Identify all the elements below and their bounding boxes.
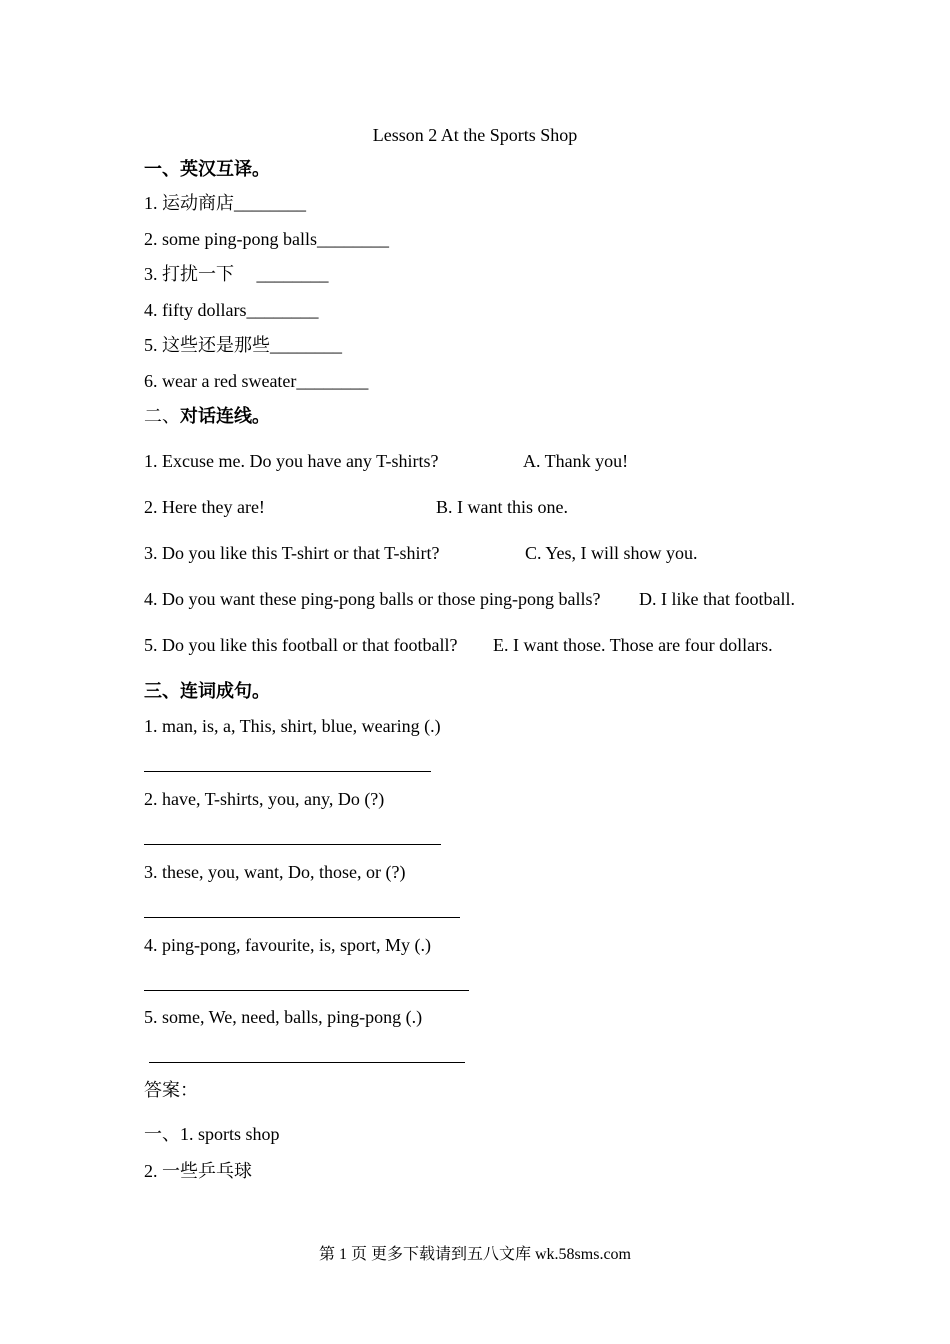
section2-heading-prefix: 二、	[144, 406, 180, 426]
section1-item: 1. 运动商店________	[144, 193, 306, 213]
answer-line	[144, 916, 460, 918]
match-left: 5. Do you like this football or that football?	[144, 635, 458, 655]
answer-line	[144, 843, 441, 845]
page-footer: 第 1 页 更多下载请到五八文库 wk.58sms.com	[318, 1246, 631, 1263]
section1-item: 3. 打扰一下 ________	[144, 264, 329, 284]
match-right: E. I want those. Those are four dollars.	[493, 635, 773, 655]
section3-item: 4. ping-pong, favourite, is, sport, My (.)	[144, 935, 431, 955]
page-title: Lesson 2 At the Sports Shop	[372, 125, 578, 145]
section1-item: 4. fifty dollars________	[144, 300, 319, 320]
section3-heading: 三、连词成句。	[144, 681, 270, 701]
section3-item: 3. these, you, want, Do, those, or (?)	[144, 862, 406, 882]
section3-item: 5. some, We, need, balls, ping-pong (.)	[144, 1007, 423, 1027]
section3-item: 2. have, T-shirts, you, any, Do (?)	[144, 789, 385, 809]
answer-line	[144, 770, 431, 772]
match-left: 4. Do you want these ping-pong balls or those ping-pong balls?	[144, 589, 601, 609]
section2-heading-text: 对话连线。	[180, 406, 270, 426]
match-left: 2. Here they are!	[144, 497, 265, 517]
match-left: 3. Do you like this T-shirt or that T-shirt?	[144, 543, 440, 563]
match-right: C. Yes, I will show you.	[525, 543, 698, 563]
match-left: 1. Excuse me. Do you have any T-shirts?	[144, 451, 439, 471]
answer-line-text: 一、1. sports shop	[144, 1124, 280, 1144]
section2-heading	[144, 405, 270, 427]
section1-item: 6. wear a red sweater________	[144, 371, 369, 391]
match-right: D. I like that football.	[639, 589, 795, 609]
section1-item: 5. 这些还是那些________	[144, 335, 342, 355]
answer-line-text: 2. 一些乒乓球	[144, 1161, 252, 1181]
answer-line	[144, 989, 469, 991]
section1-item: 2. some ping-pong balls________	[144, 229, 389, 249]
section3-item: 1. man, is, a, This, shirt, blue, wearing (.)	[144, 716, 441, 736]
answer-line	[149, 1061, 465, 1063]
section1-heading: 一、英汉互译。	[144, 159, 270, 179]
match-right: A. Thank you!	[523, 451, 629, 471]
answers-label: 答案：	[144, 1080, 198, 1100]
match-right: B. I want this one.	[436, 497, 568, 517]
